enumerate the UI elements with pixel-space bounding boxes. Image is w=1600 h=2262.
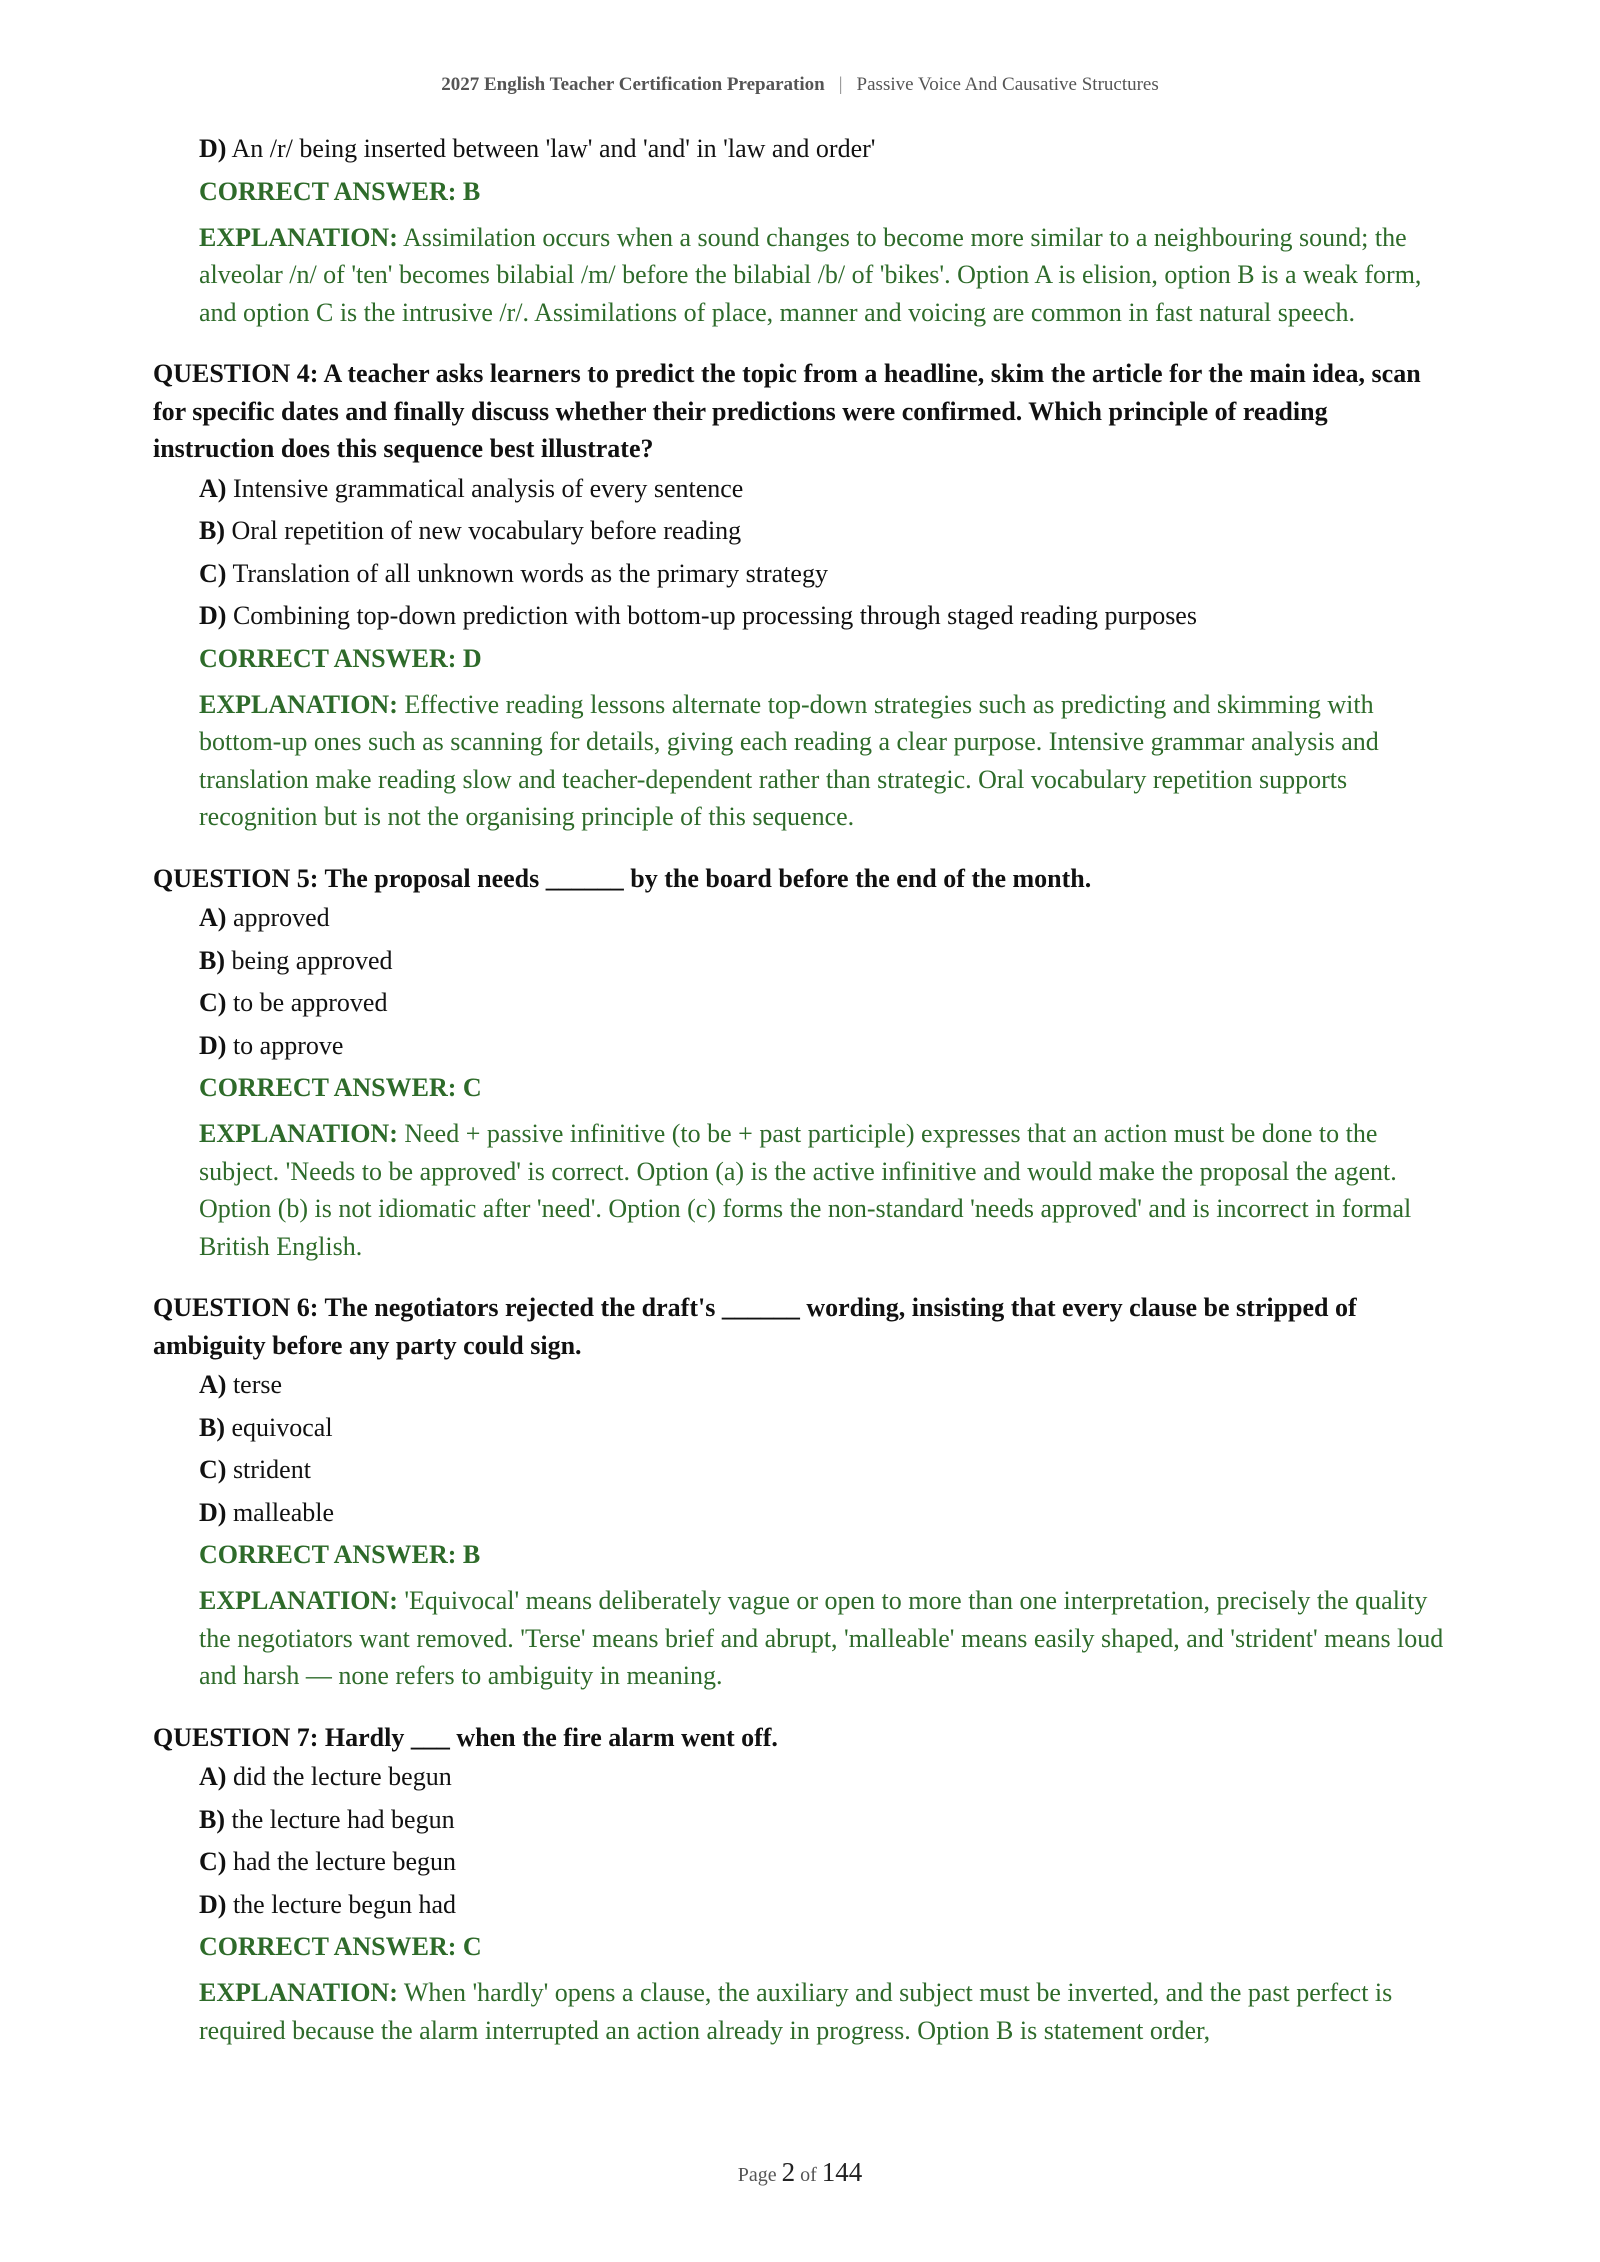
option-letter: D) (199, 1889, 227, 1919)
option-c (199, 1455, 1453, 1485)
correct-answer: CORRECT ANSWER: C (199, 1932, 482, 1961)
explanation-label: EXPLANATION: (199, 1586, 398, 1615)
option-text: the lecture had begun (231, 1804, 455, 1834)
question-text: QUESTION 6: The negotiators rejected the draft's ______ wording, insisting that every clause be stripped of ambiguity before any party could sign. (153, 1293, 1357, 1360)
option-text: had the lecture begun (232, 1847, 457, 1876)
correct-answer: CORRECT ANSWER: C (199, 1073, 482, 1102)
option-text: to approve (232, 1030, 344, 1060)
explanation-text: Assimilation occurs when a sound changes to become more similar to a neighbouring sound; the alveolar /n/ of 'ten' becomes bilabial /m/ before the bilabial /b/ of 'bikes'. Option A is elision, option B is a weak form, and option C is the intrusive /r/. Assimilations of place, manner and voicing are common in fast natural speech. (199, 222, 1422, 327)
question-6 (153, 1289, 1453, 1695)
explanation (199, 219, 1453, 332)
header-subtitle: Passive Voice And Causative Structures (856, 74, 1159, 95)
option-letter: B) (199, 945, 225, 975)
option-a (199, 474, 1453, 504)
option-text: approved (232, 903, 330, 932)
explanation-label: EXPLANATION: (199, 689, 398, 719)
option-c (199, 559, 1453, 589)
question-5 (153, 860, 1453, 1266)
explanation (199, 1582, 1453, 1695)
option-a (199, 903, 1453, 933)
option-b (199, 516, 1453, 546)
option-text: Intensive grammatical analysis of every sentence (232, 473, 744, 503)
option-letter: C) (199, 1847, 227, 1876)
option-letter: A) (199, 473, 227, 503)
question-7 (153, 1719, 1453, 2050)
explanation-text: Effective reading lessons alternate top-down strategies such as predicting and skimming with bottom-up ones such as scanning for details, giving each reading a clear purpose. Intensive grammar analysis and translation make reading slow and teacher-dependent rather than strategic. Oral vocabulary repetition supports recognition but is not the organising principle of this sequence. (199, 689, 1379, 831)
option-text: An /r/ being inserted between 'law' and 'and' in 'law and order' (231, 134, 876, 163)
option-d (199, 1498, 1453, 1528)
question-text: QUESTION 5: The proposal needs ______ by the board before the end of the month. (153, 863, 1092, 893)
option-text: malleable (232, 1497, 334, 1527)
header-separator: | (838, 74, 843, 95)
option-letter: D) (199, 1497, 227, 1527)
option-letter: C) (199, 558, 227, 588)
page-label: Page (737, 2164, 777, 2186)
option-text: strident (232, 1455, 311, 1484)
option-letter: B) (199, 1804, 225, 1834)
header-title: 2027 English Teacher Certification Preparation (441, 74, 825, 95)
option-a (199, 1762, 1453, 1792)
option-d (199, 134, 1453, 164)
option-c (199, 988, 1453, 1018)
option-letter: A) (199, 1370, 227, 1399)
explanation (199, 686, 1453, 836)
option-text: the lecture begun had (232, 1889, 457, 1919)
correct-answer: CORRECT ANSWER: B (199, 1540, 481, 1569)
page-number: 2 (781, 2157, 796, 2187)
option-a (199, 1370, 1453, 1400)
option-text: terse (232, 1370, 283, 1399)
option-letter: D) (199, 1030, 227, 1060)
option-letter: A) (199, 1762, 227, 1791)
explanation-text: When 'hardly' opens a clause, the auxiliary and subject must be inverted, and the past perfect is required because the alarm interrupted an action already in progress. Option B is statement order, (199, 1978, 1393, 2045)
option-text: Oral repetition of new vocabulary before reading (231, 516, 742, 545)
option-d (199, 601, 1453, 631)
explanation-label: EXPLANATION: (199, 1119, 398, 1148)
explanation-text: Need + passive infinitive (to be + past participle) expresses that an action must be done to the subject. 'Needs to be approved' is correct. Option (a) is the active infinitive and would make the proposal the agent. Option (b) is not idiomatic after 'need'. Option (c) forms the non-standard 'needs approved' and is incorrect in formal British English. (199, 1119, 1412, 1261)
correct-answer: CORRECT ANSWER: D (199, 643, 482, 673)
option-letter: D) (199, 134, 227, 163)
option-d (199, 1890, 1453, 1920)
option-letter: B) (199, 1412, 225, 1442)
option-text: Combining top-down prediction with bottom-up processing through staged reading purposes (232, 601, 1197, 630)
question-4 (153, 355, 1453, 836)
explanation-label: EXPLANATION: (199, 1978, 398, 2007)
explanation-label: EXPLANATION: (199, 222, 398, 252)
page-content (153, 134, 1453, 2049)
option-c (199, 1847, 1453, 1877)
option-text: to be approved (232, 988, 388, 1017)
option-letter: B) (199, 516, 225, 545)
option-text: equivocal (231, 1412, 333, 1442)
question-text: QUESTION 4: A teacher asks learners to predict the topic from a headline, skim the article for the main idea, scan for specific dates and finally discuss whether their predictions were confirmed. Which principle of reading instruction does this sequence best illustrate? (153, 359, 1421, 463)
page-footer (0, 2157, 1600, 2188)
option-text: Translation of all unknown words as the primary strategy (232, 558, 828, 588)
option-letter: A) (199, 903, 227, 932)
option-b (199, 946, 1453, 976)
option-text: being approved (231, 945, 393, 975)
total-pages: 144 (821, 2157, 863, 2187)
explanation (199, 1115, 1453, 1265)
option-b (199, 1805, 1453, 1835)
question-text: QUESTION 7: Hardly ___ when the fire alarm went off. (153, 1722, 778, 1752)
explanation-text: 'Equivocal' means deliberately vague or open to more than one interpretation, precisely the quality the negotiators want removed. 'Terse' means brief and abrupt, 'malleable' means easily shaped, and 'strident' means loud and harsh — none refers to ambiguity in meaning. (199, 1586, 1444, 1690)
explanation (199, 1974, 1453, 2049)
option-text: did the lecture begun (232, 1762, 452, 1791)
option-d (199, 1031, 1453, 1061)
correct-answer: CORRECT ANSWER: B (199, 176, 481, 206)
running-header (0, 74, 1600, 96)
option-letter: C) (199, 1455, 227, 1484)
option-letter: C) (199, 988, 227, 1017)
option-letter: D) (199, 601, 227, 630)
question-3-continuation (153, 134, 1453, 331)
of-label: of (800, 2164, 817, 2186)
option-b (199, 1413, 1453, 1443)
